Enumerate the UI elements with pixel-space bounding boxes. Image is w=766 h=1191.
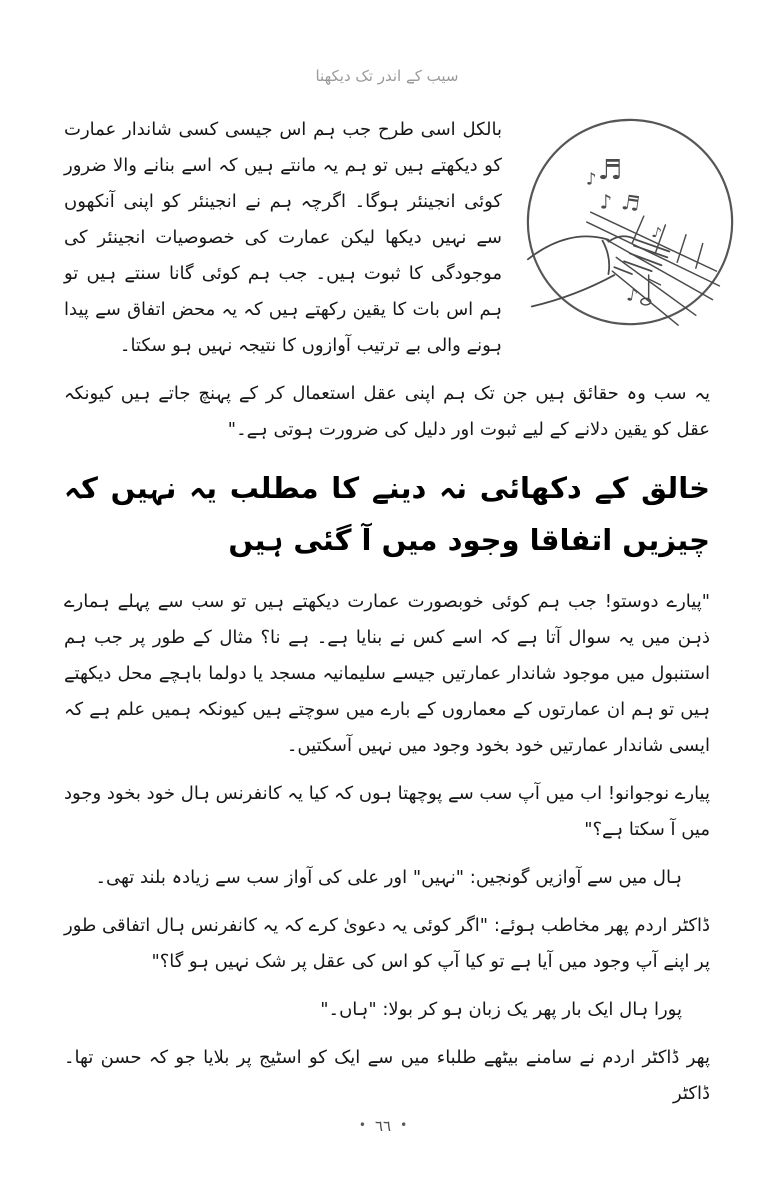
music-note-icon: ♬ (619, 189, 642, 217)
body-paragraph: یہ سب وہ حقائق ہیں جن تک ہم اپنی عقل استعمال کر کے پہنچ جاتے ہیں کیونکہ عقل کو یقین دلانے کے لیے ثبوت اور دلیل کی ضرورت ہوتی ہے۔" (64, 383, 710, 440)
piano-hands-illustration (518, 114, 744, 334)
footer-bullet-icon: • (358, 1118, 366, 1132)
music-note-icon: ♬ (597, 153, 623, 186)
music-note-icon: ♪ (585, 169, 597, 189)
body-paragraph: پیارے نوجوانو! اب میں آپ سب سے پوچھتا ہوں کہ کیا یہ کانفرنس ہال خود بخود وجود میں آ سکتا ہے؟" (64, 783, 710, 840)
body-paragraph: ڈاکٹر اردم پھر مخاطب ہوئے: "اگر کوئی یہ دعویٰ کرے کہ یہ کانفرنس ہال اتفاقی طور پر اپنے آپ وجود میں آیا ہے تو کیا آپ کو اس کی عقل پر شک نہیں ہو گا؟" (64, 915, 710, 972)
content-column (64, 112, 710, 1112)
page-footer (0, 1117, 766, 1135)
music-note-icon: ♪ (650, 223, 664, 243)
body-paragraph: بالکل اسی طرح جب ہم اس جیسی کسی شاندار عمارت کو دیکھتے ہیں تو ہم یہ مانتے ہیں کہ اسے بنانے والا ضرور کوئی انجینئر ہوگا۔ اگرچہ ہم نے انجینئر کو اپنی آنکھوں سے نہیں دیکھا لیکن عمارت کی خصوصیات انجینئر کی موجودگی کا ثبوت ہیں۔ جب ہم کوئی گانا سنتے ہیں تو ہم اس بات کا یقین رکھتے ہیں کہ یہ محض اتفاق سے پیدا ہونے والی بے ترتیب آوازوں کا نتیجہ نہیں ہو سکتا۔ (64, 119, 502, 356)
section-heading: خالق کے دکھائی نہ دینے کا مطلب یہ نہیں کہ چیزیں اتفاقا وجود میں آ گئی ہیں (64, 471, 710, 557)
music-note-icon: ♪ (599, 190, 613, 214)
footer-bullet-icon: • (400, 1118, 408, 1132)
body-paragraph: پورا ہال ایک بار پھر یک زبان ہو کر بولا: "ہاں۔" (320, 999, 682, 1020)
running-header-title: سیب کے اندر تک دیکھنا (315, 67, 459, 85)
body-paragraph: "پیارے دوستو! جب ہم کوئی خوبصورت عمارت دیکھتے ہیں تو سب سے پہلے ہمارے ذہن میں یہ سوال آتا ہے کہ اسے کس نے بنایا ہے۔ ہے نا؟ مثال کے طور پر جب ہم استنبول میں موجود شاندار عمارتیں جیسے سلیمانیہ مسجد یا دولما باہچے محل دیکھتے ہیں تو ہم ان عمارتوں کے معماروں کے بارے میں سوچتے ہیں کیونکہ ہمیں علم ہے کہ ایسی شاندار عمارتیں خود بخود وجود میں نہیں آسکتیں۔ (64, 591, 710, 756)
music-note-icon: ♪ (624, 285, 640, 307)
body-paragraph: ہال میں سے آوازیں گونجیں: "نہیں" اور علی کی آواز سب سے زیادہ بلند تھی۔ (95, 867, 682, 888)
page-number: ٦٦ (374, 1117, 392, 1135)
body-paragraph: پھر ڈاکٹر اردم نے سامنے بیٹھے طلباء میں سے ایک کو اسٹیج پر بلایا جو کہ حسن تھا۔ ڈاکٹر (64, 1047, 710, 1104)
